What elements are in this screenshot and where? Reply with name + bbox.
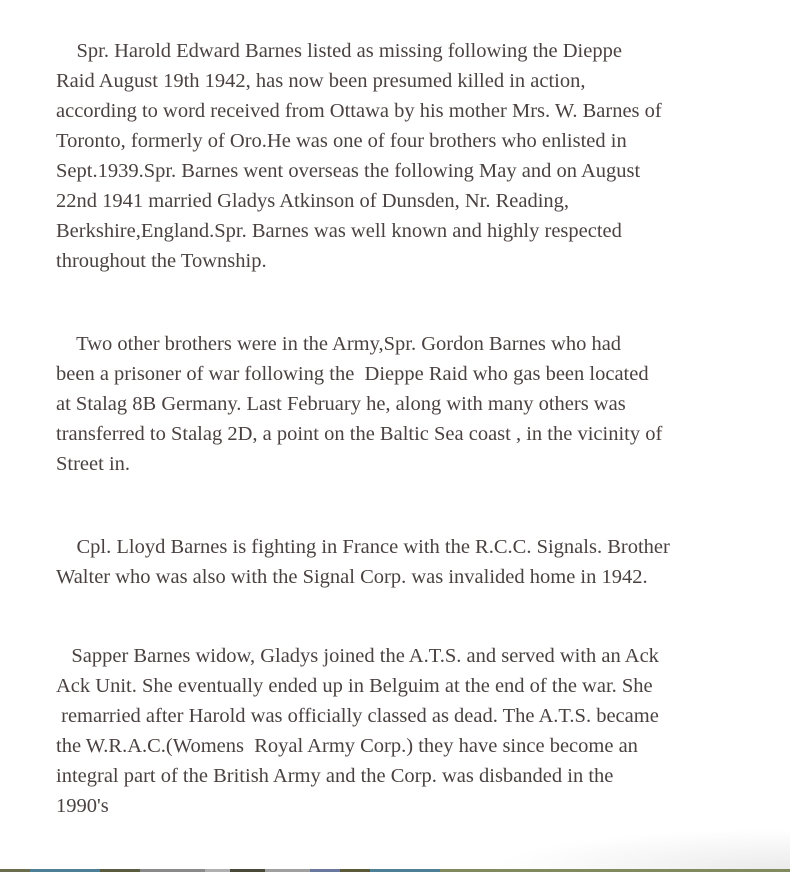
text-line: at Stalag 8B Germany. Last February he, along with many others was: [56, 393, 626, 415]
text-line: Ack Unit. She eventually ended up in Belguim at the end of the war. She: [56, 675, 653, 697]
text-line: Street in.: [56, 453, 131, 475]
text-line: Sapper Barnes widow, Gladys joined the A.T.S. and served with an Ack: [56, 645, 659, 667]
paragraph-harold-barnes: [56, 36, 786, 276]
text-line: 1990's: [56, 795, 109, 817]
page-shadow: [490, 829, 790, 869]
paragraph-gladys-barnes: [56, 641, 786, 821]
text-line: Walter who was also with the Signal Corp. was invalided home in 1942.: [56, 566, 648, 588]
text-line: Berkshire,England.Spr. Barnes was well known and highly respected: [56, 220, 622, 242]
text-line: according to word received from Ottawa by his mother Mrs. W. Barnes of: [56, 100, 662, 122]
text-line: Cpl. Lloyd Barnes is fighting in France with the R.C.C. Signals. Brother: [56, 536, 670, 558]
text-line: transferred to Stalag 2D, a point on the Baltic Sea coast , in the vicinity of: [56, 423, 663, 445]
text-line: Toronto, formerly of Oro.He was one of four brothers who enlisted in: [56, 130, 627, 152]
text-line: Sept.1939.Spr. Barnes went overseas the following May and on August: [56, 160, 641, 182]
text-line: 22nd 1941 married Gladys Atkinson of Dunsden, Nr. Reading,: [56, 190, 570, 212]
text-line: throughout the Township.: [56, 250, 267, 272]
text-line: Two other brothers were in the Army,Spr. Gordon Barnes who had: [56, 333, 622, 355]
paragraph-gordon-barnes: [56, 329, 786, 479]
text-line: been a prisoner of war following the Dieppe Raid who gas been located: [56, 363, 649, 385]
text-line: integral part of the British Army and the Corp. was disbanded in the: [56, 765, 614, 787]
text-line: the W.R.A.C.(Womens Royal Army Corp.) they have since become an: [56, 735, 638, 757]
text-line: remarried after Harold was officially classed as dead. The A.T.S. became: [56, 705, 659, 727]
text-line: Raid August 19th 1942, has now been presumed killed in action,: [56, 70, 586, 92]
paragraph-lloyd-barnes: [56, 532, 786, 592]
text-line: Spr. Harold Edward Barnes listed as missing following the Dieppe: [56, 40, 622, 62]
document-body: [56, 36, 786, 821]
